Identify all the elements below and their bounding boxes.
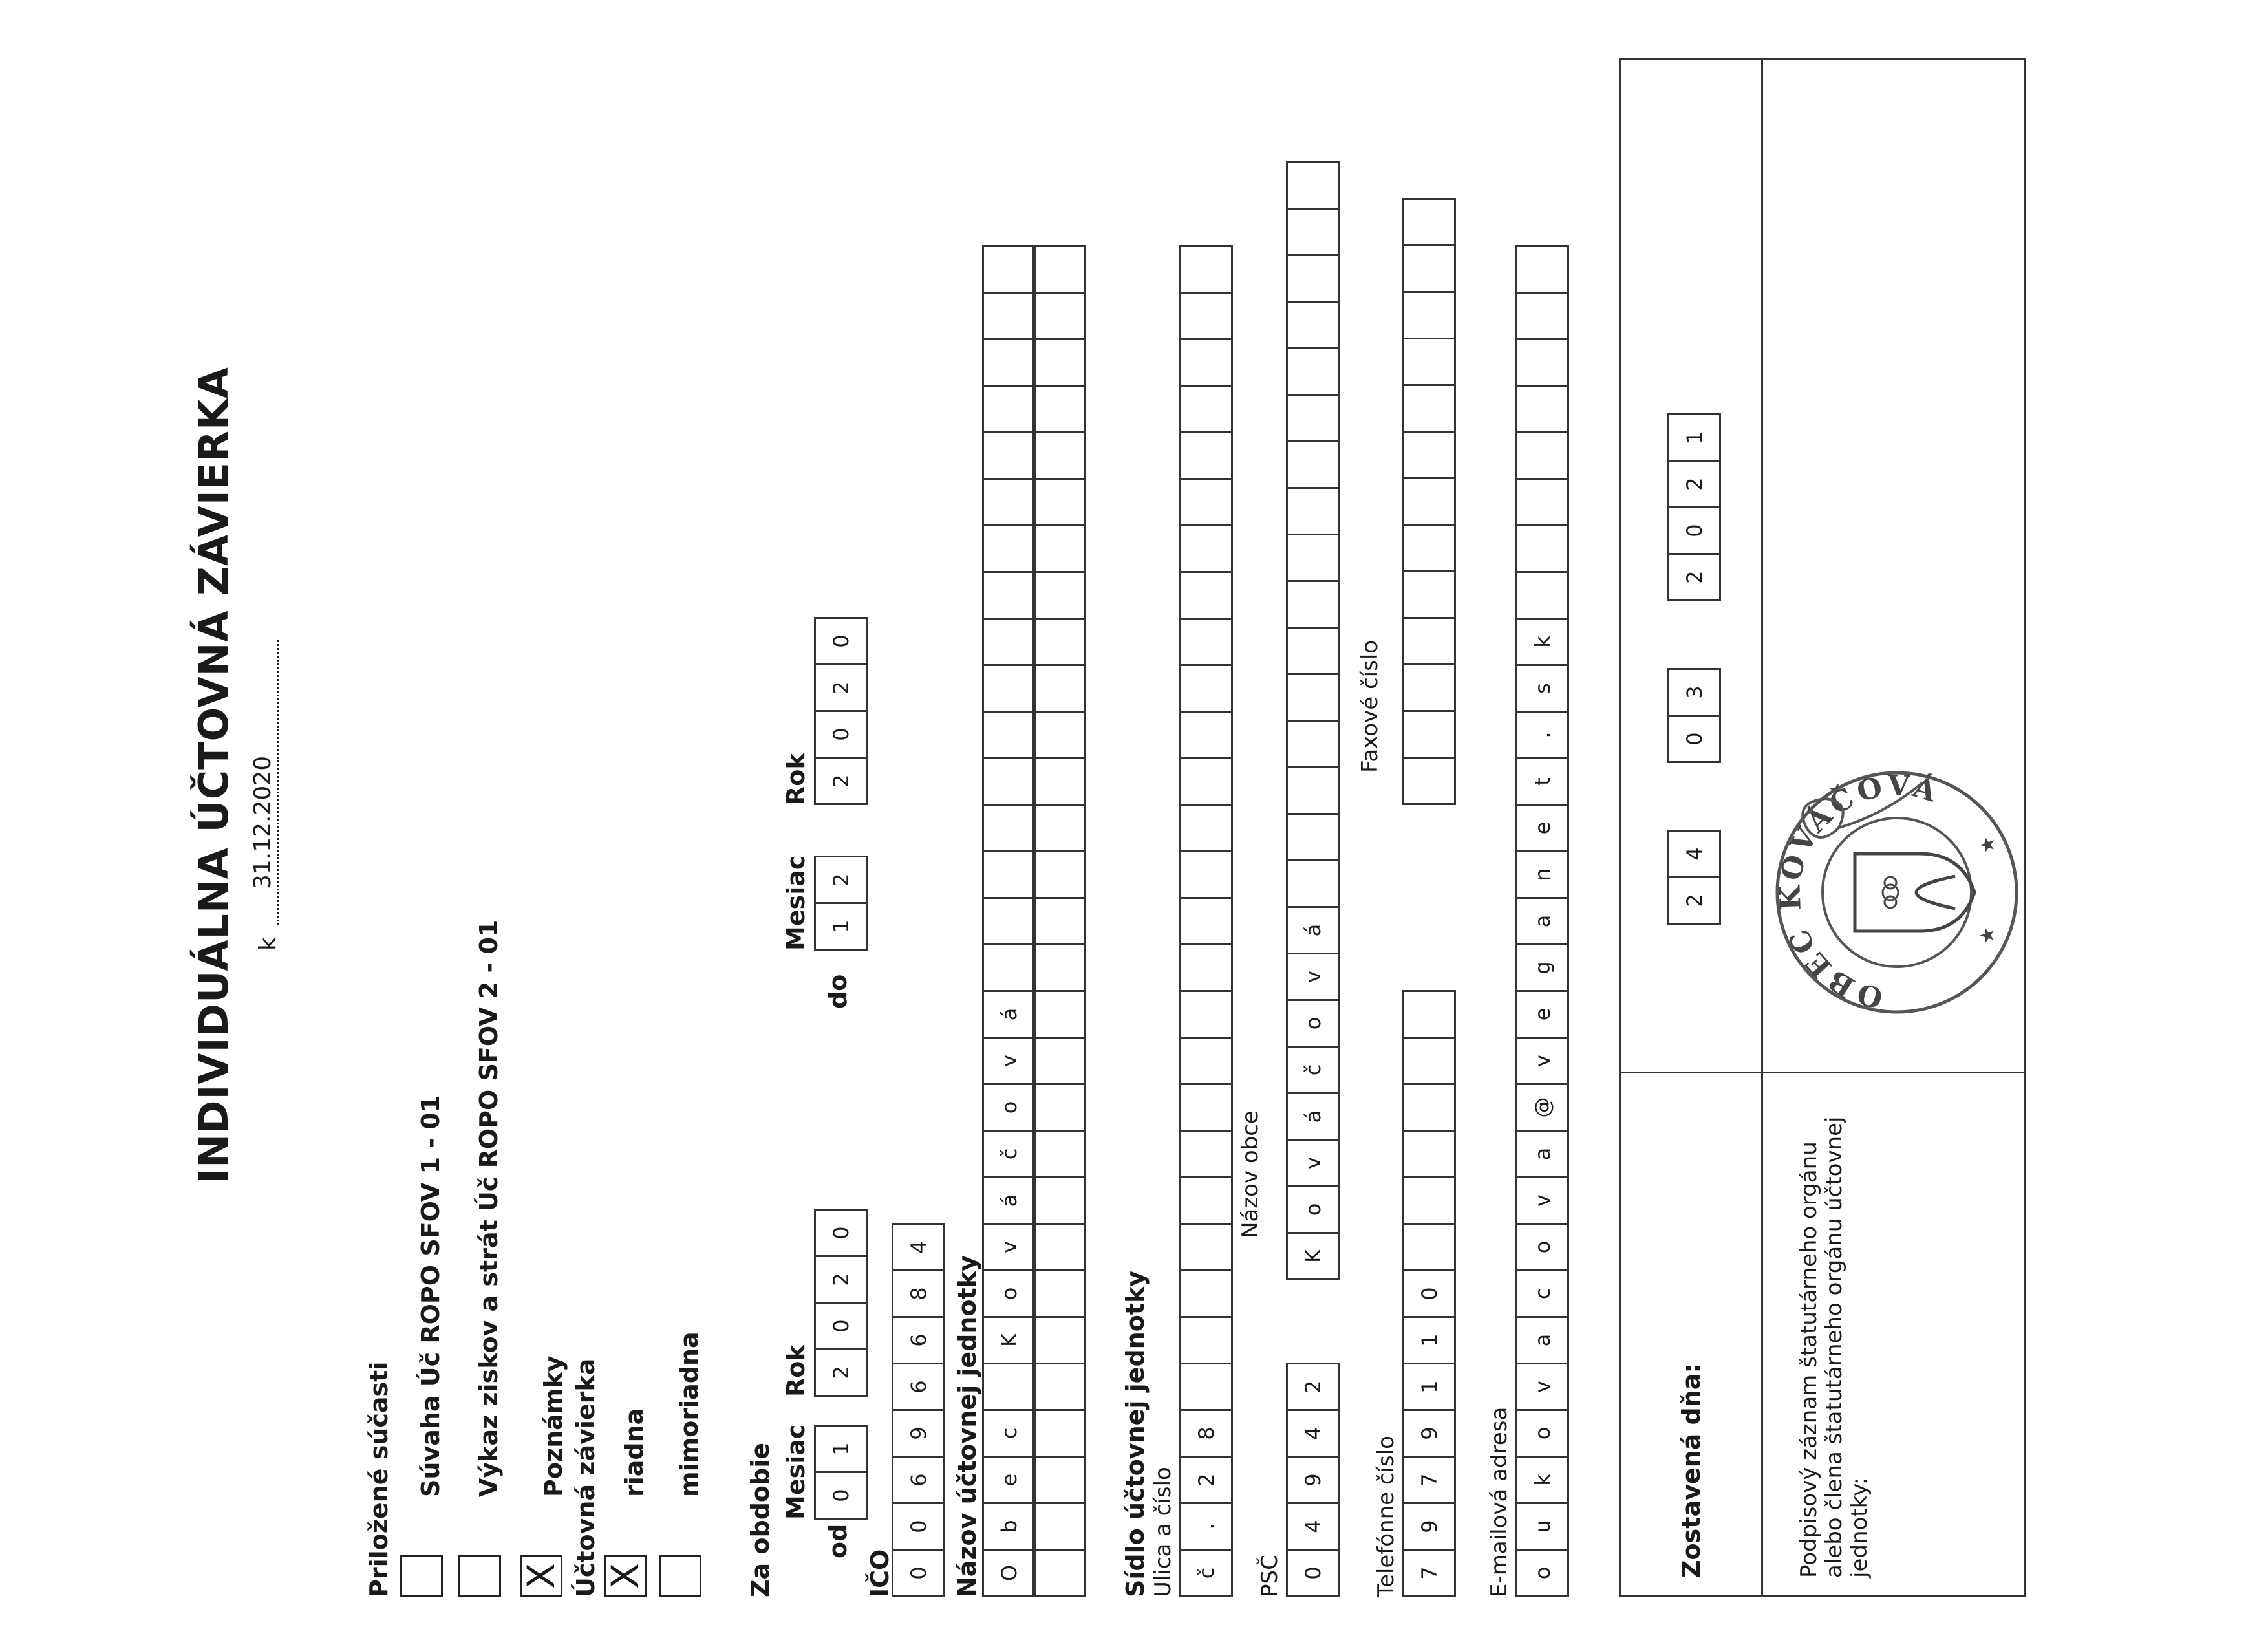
street-cell[interactable] — [1181, 711, 1233, 757]
phone-cell[interactable] — [1404, 1083, 1456, 1130]
unit-name-row2-cell[interactable] — [1034, 478, 1086, 524]
email-cell[interactable] — [1517, 385, 1569, 431]
psc-cell[interactable]: 9 — [1288, 1456, 1340, 1502]
unit-name-row1-cell[interactable] — [984, 711, 1036, 757]
closing-checkbox-mimoriadna[interactable] — [659, 1555, 701, 1597]
street-label: Ulica a číslo — [1150, 1467, 1176, 1597]
unit-name-row2-grid — [1032, 245, 1086, 1597]
period-from-month-grid — [814, 1425, 868, 1520]
unit-name-row1-cell[interactable] — [984, 897, 1036, 943]
period-to-year-label: Rok — [782, 753, 810, 805]
city-cell[interactable] — [1288, 720, 1340, 766]
street-cell[interactable] — [1181, 1083, 1233, 1130]
closing-type-label: Účtovná závierka — [572, 1358, 600, 1597]
footer-horizontal-divider — [1761, 58, 1763, 1597]
ico-cell[interactable]: 0 — [893, 1502, 945, 1549]
period-to-month-cell[interactable]: 1 — [816, 902, 868, 949]
closing-label-mimoriadna: mimoriadna — [675, 1331, 703, 1497]
email-cell[interactable]: o — [1517, 1549, 1569, 1595]
unit-name-row1-cell[interactable]: b — [984, 1502, 1036, 1549]
city-cell[interactable] — [1288, 627, 1340, 673]
street-cell[interactable] — [1181, 431, 1233, 478]
phone-cell[interactable]: 9 — [1404, 1409, 1456, 1456]
city-cell[interactable] — [1288, 440, 1340, 487]
fax-cell[interactable] — [1404, 757, 1456, 803]
unit-name-row2-cell[interactable] — [1034, 711, 1086, 757]
fax-cell[interactable] — [1404, 291, 1456, 338]
unit-name-row2-cell[interactable] — [1034, 1176, 1086, 1223]
unit-name-row1-cell[interactable] — [984, 431, 1036, 478]
compiled-day-grid — [1667, 830, 1721, 925]
period-to-month-cell[interactable]: 2 — [816, 856, 868, 902]
footer-vertical-divider — [1619, 1072, 2026, 1073]
street-cell[interactable] — [1181, 1363, 1233, 1409]
attachment-label-poznamky: Poznámky — [539, 1355, 568, 1497]
unit-name-row2-cell[interactable] — [1034, 1502, 1086, 1549]
fax-grid — [1402, 198, 1456, 805]
unit-name-row1-cell[interactable] — [984, 943, 1036, 990]
street-cell[interactable] — [1181, 990, 1233, 1037]
date-value: 31.12.2020 — [250, 755, 276, 889]
city-cell[interactable]: v — [1288, 953, 1340, 999]
unit-name-row1-cell[interactable]: e — [984, 1456, 1036, 1502]
unit-name-row1-cell[interactable]: o — [984, 1269, 1036, 1316]
email-cell[interactable]: . — [1517, 711, 1569, 757]
fax-cell[interactable] — [1404, 244, 1456, 291]
email-cell[interactable]: t — [1517, 757, 1569, 804]
unit-name-row1-cell[interactable]: O — [984, 1549, 1036, 1595]
city-cell[interactable]: á — [1288, 906, 1340, 953]
ico-cell[interactable]: 4 — [893, 1223, 945, 1269]
unit-name-row1-cell[interactable]: č — [984, 1130, 1036, 1176]
unit-name-row1-cell[interactable] — [984, 664, 1036, 711]
date-dotted-line — [277, 640, 279, 925]
city-grid — [1286, 161, 1340, 1280]
email-cell[interactable]: c — [1517, 1269, 1569, 1316]
unit-name-row1-cell[interactable]: v — [984, 1037, 1036, 1083]
period-label: Za obdobie — [746, 1442, 775, 1597]
email-cell[interactable]: e — [1517, 990, 1569, 1037]
unit-name-row2-cell[interactable] — [1034, 385, 1086, 431]
street-cell[interactable] — [1181, 385, 1233, 431]
street-cell[interactable]: . — [1181, 1502, 1233, 1549]
phone-cell[interactable]: 1 — [1404, 1363, 1456, 1409]
fax-label: Faxové číslo — [1357, 640, 1383, 773]
unit-name-row2-cell[interactable] — [1034, 524, 1086, 571]
email-cell[interactable]: k — [1517, 1456, 1569, 1502]
compiled-label: Zostavená dňa: — [1677, 1363, 1706, 1578]
unit-name-row2-cell[interactable] — [1034, 1223, 1086, 1269]
email-cell[interactable]: e — [1517, 804, 1569, 850]
unit-name-row2-cell[interactable] — [1034, 338, 1086, 385]
unit-name-row2-cell[interactable] — [1034, 1083, 1086, 1130]
email-cell[interactable] — [1517, 571, 1569, 618]
unit-name-row2-cell[interactable] — [1034, 1456, 1086, 1502]
phone-cell[interactable] — [1404, 1130, 1456, 1176]
street-cell[interactable] — [1181, 524, 1233, 571]
svg-text:OBEC KOVÁČOVÁ: OBEC KOVÁČOVÁ — [1773, 769, 1943, 1015]
email-cell[interactable] — [1517, 431, 1569, 478]
period-from-year-cell[interactable]: 2 — [816, 1348, 868, 1395]
unit-name-row1-cell[interactable]: K — [984, 1316, 1036, 1363]
ico-cell[interactable]: 0 — [893, 1549, 945, 1595]
closing-checkbox-riadna[interactable]: X — [604, 1555, 647, 1597]
unit-name-row1-cell[interactable] — [984, 245, 1036, 292]
compiled-day-cell[interactable]: 4 — [1669, 830, 1721, 876]
street-cell[interactable]: č — [1181, 1549, 1233, 1595]
street-cell[interactable] — [1181, 664, 1233, 711]
phone-grid — [1402, 990, 1456, 1597]
street-cell[interactable] — [1181, 897, 1233, 943]
unit-name-row1-cell[interactable] — [984, 338, 1036, 385]
fax-cell[interactable] — [1404, 338, 1456, 384]
street-cell[interactable] — [1181, 1130, 1233, 1176]
street-cell[interactable] — [1181, 478, 1233, 524]
street-cell[interactable] — [1181, 804, 1233, 850]
attachment-label-vykaz: Výkaz ziskov a strát Úč ROPO SFOV 2 - 01 — [475, 920, 503, 1497]
fax-cell[interactable] — [1404, 477, 1456, 524]
ico-cell[interactable]: 9 — [893, 1409, 945, 1456]
unit-name-row1-cell[interactable] — [984, 385, 1036, 431]
email-cell[interactable]: k — [1517, 618, 1569, 664]
street-cell[interactable] — [1181, 1176, 1233, 1223]
unit-name-row1-cell[interactable] — [984, 524, 1036, 571]
city-cell[interactable] — [1288, 766, 1340, 813]
street-cell[interactable] — [1181, 943, 1233, 990]
city-cell[interactable] — [1288, 813, 1340, 859]
city-cell[interactable] — [1288, 487, 1340, 534]
email-cell[interactable]: o — [1517, 1409, 1569, 1456]
email-cell[interactable]: a — [1517, 1130, 1569, 1176]
unit-name-row1-cell[interactable] — [984, 292, 1036, 338]
unit-name-row2-cell[interactable] — [1034, 1269, 1086, 1316]
street-cell[interactable] — [1181, 245, 1233, 292]
unit-name-row2-cell[interactable] — [1034, 245, 1086, 292]
unit-name-row2-cell[interactable] — [1034, 1037, 1086, 1083]
phone-cell[interactable] — [1404, 990, 1456, 1037]
psc-grid — [1286, 1363, 1340, 1597]
attachment-checkbox-poznamky[interactable]: X — [520, 1555, 562, 1597]
phone-cell[interactable]: 9 — [1404, 1502, 1456, 1549]
fax-cell[interactable] — [1404, 570, 1456, 617]
unit-name-row2-cell[interactable] — [1034, 804, 1086, 850]
city-cell[interactable]: č — [1288, 1046, 1340, 1092]
email-cell[interactable]: v — [1517, 1363, 1569, 1409]
unit-name-label: Názov účtovnej jednotky — [953, 1255, 981, 1597]
email-label: E-mailová adresa — [1486, 1406, 1512, 1597]
svg-text:★: ★ — [1976, 836, 1999, 854]
period-to-year-cell[interactable]: 2 — [816, 757, 868, 803]
compiled-month-grid — [1667, 668, 1721, 763]
period-to-label: do — [824, 974, 852, 1009]
city-cell[interactable] — [1288, 534, 1340, 580]
email-cell[interactable]: a — [1517, 897, 1569, 943]
psc-cell[interactable]: 2 — [1288, 1363, 1340, 1409]
unit-name-row2-cell[interactable] — [1034, 850, 1086, 897]
unit-name-row2-cell[interactable] — [1034, 618, 1086, 664]
closing-label-riadna: riadna — [620, 1408, 648, 1497]
unit-name-row1-cell[interactable] — [984, 618, 1036, 664]
unit-name-row1-cell[interactable] — [984, 850, 1036, 897]
email-cell[interactable]: v — [1517, 1037, 1569, 1083]
period-to-year-grid — [814, 617, 868, 805]
period-to-month-label: Mesiac — [782, 855, 810, 951]
unit-name-row1-cell[interactable]: v — [984, 1223, 1036, 1269]
psc-label: PSČ — [1257, 1555, 1283, 1597]
psc-cell[interactable]: 4 — [1288, 1409, 1340, 1456]
street-cell[interactable] — [1181, 1223, 1233, 1269]
ico-grid — [892, 1223, 945, 1597]
fax-cell[interactable] — [1404, 710, 1456, 757]
street-cell[interactable] — [1181, 338, 1233, 385]
city-cell[interactable]: v — [1288, 1139, 1340, 1185]
compiled-day-cell[interactable]: 2 — [1669, 876, 1721, 923]
attachment-checkbox-vykaz[interactable] — [458, 1555, 501, 1597]
city-cell[interactable] — [1288, 208, 1340, 254]
fax-cell[interactable] — [1404, 663, 1456, 710]
attachments-label: Priložené súčasti — [365, 1361, 393, 1597]
unit-name-row2-cell[interactable] — [1034, 1130, 1086, 1176]
city-cell[interactable] — [1288, 859, 1340, 906]
period-to-year-cell[interactable]: 0 — [816, 710, 868, 757]
phone-cell[interactable]: 7 — [1404, 1456, 1456, 1502]
unit-name-row2-cell[interactable] — [1034, 1316, 1086, 1363]
signature-label: Podpisový záznam štatutárneho orgánu alebo člena štatutárneho orgánu účtovnej jednotky: — [1796, 1116, 1873, 1578]
ico-label: IČO — [866, 1549, 894, 1597]
city-cell[interactable]: o — [1288, 999, 1340, 1046]
form-page — [22, 45, 2246, 1649]
phone-cell[interactable]: 1 — [1404, 1316, 1456, 1363]
unit-name-row1-cell[interactable] — [984, 1363, 1036, 1409]
street-cell[interactable] — [1181, 571, 1233, 618]
email-cell[interactable] — [1517, 292, 1569, 338]
street-cell[interactable] — [1181, 1037, 1233, 1083]
unit-name-row1-grid — [982, 245, 1036, 1597]
period-to-year-cell[interactable]: 0 — [816, 617, 868, 663]
street-cell[interactable] — [1181, 618, 1233, 664]
street-cell[interactable]: 8 — [1181, 1409, 1233, 1456]
phone-label: Telefónne číslo — [1373, 1436, 1399, 1597]
email-cell[interactable]: v — [1517, 1176, 1569, 1223]
seat-label: Sídlo účtovnej jednotky — [1121, 1270, 1150, 1597]
email-cell[interactable]: n — [1517, 850, 1569, 897]
period-from-month-label: Mesiac — [782, 1424, 810, 1520]
period-from-year-cell[interactable]: 0 — [816, 1302, 868, 1348]
street-cell[interactable] — [1181, 1269, 1233, 1316]
street-cell[interactable] — [1181, 292, 1233, 338]
fax-cell[interactable] — [1404, 431, 1456, 477]
psc-cell[interactable]: 4 — [1288, 1502, 1340, 1549]
stamp-seal-icon — [1768, 763, 2026, 1022]
street-grid — [1179, 245, 1233, 1597]
email-cell[interactable]: g — [1517, 943, 1569, 990]
city-cell[interactable]: á — [1288, 1092, 1340, 1139]
email-cell[interactable]: o — [1517, 1223, 1569, 1269]
ico-cell[interactable]: 6 — [893, 1363, 945, 1409]
unit-name-row2-cell[interactable] — [1034, 292, 1086, 338]
city-cell[interactable] — [1288, 347, 1340, 394]
unit-name-row2-cell[interactable] — [1034, 664, 1086, 711]
city-label: Názov obce — [1237, 1110, 1263, 1238]
phone-cell[interactable]: 7 — [1404, 1549, 1456, 1595]
ico-cell[interactable]: 8 — [893, 1269, 945, 1316]
email-cell[interactable]: u — [1517, 1502, 1569, 1549]
compiled-month-cell[interactable]: 3 — [1669, 668, 1721, 715]
period-from-year-label: Rok — [782, 1344, 810, 1397]
email-cell[interactable]: @ — [1517, 1083, 1569, 1130]
period-from-year-cell[interactable]: 0 — [816, 1209, 868, 1255]
email-cell[interactable] — [1517, 478, 1569, 524]
street-cell[interactable] — [1181, 1316, 1233, 1363]
unit-name-row2-cell[interactable] — [1034, 571, 1086, 618]
unit-name-row2-cell[interactable] — [1034, 990, 1086, 1037]
unit-name-row1-cell[interactable]: á — [984, 990, 1036, 1037]
compiled-year-cell[interactable]: 2 — [1669, 553, 1721, 599]
phone-cell[interactable]: 0 — [1404, 1269, 1456, 1316]
compiled-year-cell[interactable]: 0 — [1669, 506, 1721, 553]
unit-name-row1-cell[interactable] — [984, 757, 1036, 804]
email-grid — [1515, 245, 1569, 1597]
compiled-month-cell[interactable]: 0 — [1669, 715, 1721, 761]
city-cell[interactable] — [1288, 580, 1340, 627]
unit-name-row2-cell[interactable] — [1034, 757, 1086, 804]
unit-name-row2-cell[interactable] — [1034, 897, 1086, 943]
attachment-label-suvaha: Súvaha Úč ROPO SFOV 1 - 01 — [416, 1095, 445, 1497]
street-cell[interactable] — [1181, 757, 1233, 804]
email-cell[interactable]: s — [1517, 664, 1569, 711]
city-cell[interactable]: o — [1288, 1185, 1340, 1232]
svg-text:★: ★ — [1976, 927, 1999, 944]
fax-cell[interactable] — [1404, 524, 1456, 570]
page-title: INDIVIDUÁLNA ÚČTOVNÁ ZÁVIERKA — [190, 367, 237, 1183]
period-from-year-cell[interactable]: 2 — [816, 1255, 868, 1302]
unit-name-row1-cell[interactable]: á — [984, 1176, 1036, 1223]
ico-cell[interactable]: 6 — [893, 1456, 945, 1502]
compiled-year-cell[interactable]: 2 — [1669, 460, 1721, 506]
period-to-month-grid — [814, 856, 868, 951]
city-cell[interactable] — [1288, 254, 1340, 301]
city-cell[interactable] — [1288, 673, 1340, 720]
period-from-year-grid — [814, 1209, 868, 1397]
unit-name-row2-cell[interactable] — [1034, 1549, 1086, 1595]
unit-name-row1-cell[interactable]: c — [984, 1409, 1036, 1456]
unit-name-row1-cell[interactable] — [984, 478, 1036, 524]
fax-cell[interactable] — [1404, 617, 1456, 663]
date-prefix: k — [255, 937, 281, 951]
period-from-month-cell[interactable]: 0 — [816, 1471, 868, 1518]
period-to-year-cell[interactable]: 2 — [816, 663, 868, 710]
unit-name-row2-cell[interactable] — [1034, 943, 1086, 990]
phone-cell[interactable] — [1404, 1176, 1456, 1223]
unit-name-row2-cell[interactable] — [1034, 1363, 1086, 1409]
attachment-checkbox-suvaha[interactable] — [400, 1555, 443, 1597]
unit-name-row2-cell[interactable] — [1034, 431, 1086, 478]
compiled-year-cell[interactable]: 1 — [1669, 413, 1721, 460]
compiled-year-grid — [1667, 413, 1721, 601]
phone-cell[interactable] — [1404, 1037, 1456, 1083]
email-cell[interactable] — [1517, 524, 1569, 571]
email-cell[interactable] — [1517, 245, 1569, 292]
street-cell[interactable]: 2 — [1181, 1456, 1233, 1502]
street-cell[interactable] — [1181, 850, 1233, 897]
unit-name-row2-cell[interactable] — [1034, 1409, 1086, 1456]
city-cell[interactable] — [1288, 301, 1340, 347]
ico-cell[interactable]: 6 — [893, 1316, 945, 1363]
period-from-month-cell[interactable]: 1 — [816, 1425, 868, 1471]
phone-cell[interactable] — [1404, 1223, 1456, 1269]
fax-cell[interactable] — [1404, 384, 1456, 431]
psc-cell[interactable]: 0 — [1288, 1549, 1340, 1595]
unit-name-row1-cell[interactable]: o — [984, 1083, 1036, 1130]
city-cell[interactable] — [1288, 394, 1340, 440]
city-cell[interactable] — [1288, 161, 1340, 208]
fax-cell[interactable] — [1404, 198, 1456, 244]
unit-name-row1-cell[interactable] — [984, 571, 1036, 618]
city-cell[interactable]: K — [1288, 1232, 1340, 1278]
email-cell[interactable]: a — [1517, 1316, 1569, 1363]
email-cell[interactable] — [1517, 338, 1569, 385]
unit-name-row1-cell[interactable] — [984, 804, 1036, 850]
period-from-label: od — [824, 1524, 852, 1558]
